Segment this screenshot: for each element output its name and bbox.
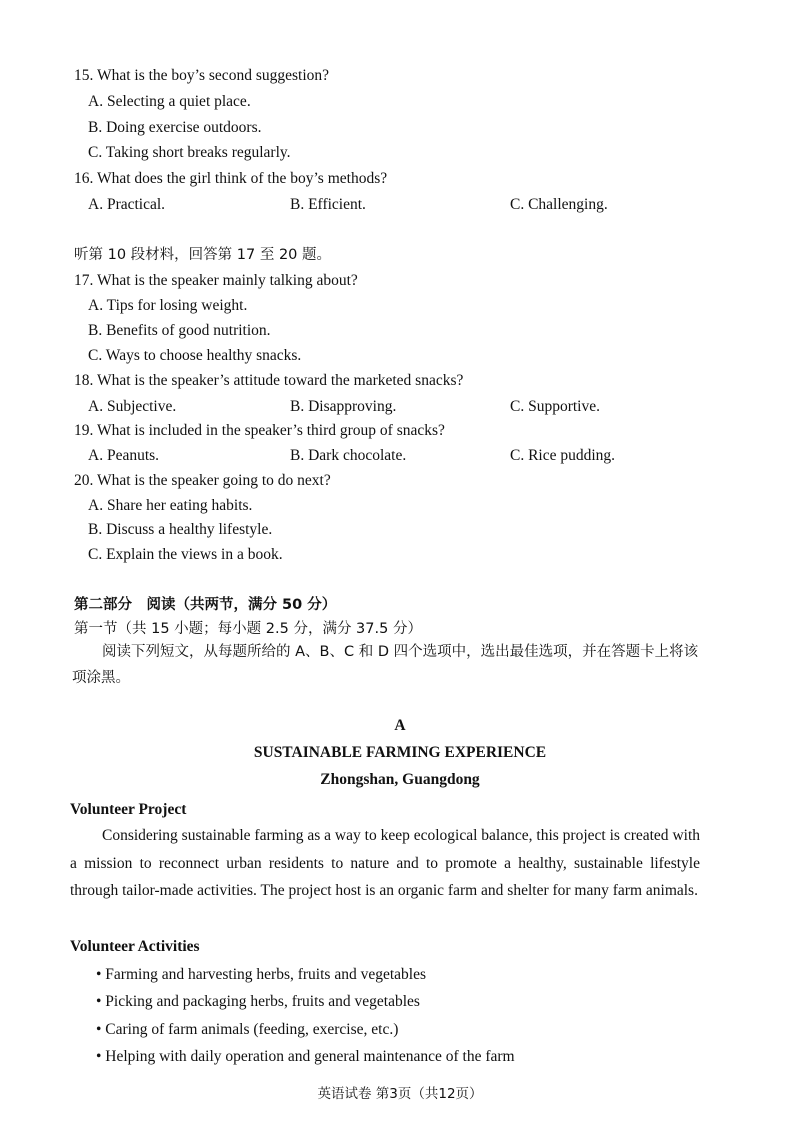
question-15: 15. What is the boy’s second suggestion? [74, 67, 330, 84]
page-footer: 英语试卷 第3页（共12页） [317, 1086, 483, 1102]
activity-item: • Caring of farm animals (feeding, exercise, etc.) [96, 1021, 399, 1038]
part2-instruction: 阅读下列短文，从每题所给的 A、B、C 和 D 四个选项中，选出最佳选项，并在答题卡上将该项涂黑。 [72, 644, 699, 686]
q18-option-c: C. Supportive. [510, 398, 600, 415]
project-paragraph: Considering sustainable farming as a way to keep ecological balance, this project is created with a mission to reconnect urban residents to nature and to promote a healthy, sustainable lifestyle through tailor-made activities. The project host is an organic farm and shelter for many farm animals. [70, 827, 700, 899]
q16-option-c: C. Challenging. [510, 196, 608, 213]
activities-heading: Volunteer Activities [70, 938, 200, 955]
q18-option-a: A. Subjective. [88, 398, 177, 415]
passage-location: Zhongshan, Guangdong [320, 771, 480, 788]
question-17: 17. What is the speaker mainly talking about? [74, 272, 358, 289]
question-18: 18. What is the speaker’s attitude toward the marketed snacks? [74, 372, 464, 389]
question-20: 20. What is the speaker going to do next? [74, 472, 331, 489]
part2-heading: 第二部分 阅读（共两节，满分 50 分） [74, 597, 337, 613]
activity-item: • Helping with daily operation and general maintenance of the farm [96, 1048, 515, 1065]
q16-option-a: A. Practical. [88, 196, 166, 213]
project-heading: Volunteer Project [70, 801, 187, 818]
passage-letter: A [394, 717, 406, 734]
q17-option-c: C. Ways to choose healthy snacks. [88, 347, 302, 364]
part2-section1: 第一节（共 15 小题；每小题 2.5 分，满分 37.5 分） [74, 621, 422, 637]
question-19: 19. What is included in the speaker’s third group of snacks? [74, 422, 445, 439]
q20-option-c: C. Explain the views in a book. [88, 546, 283, 563]
q19-option-c: C. Rice pudding. [510, 447, 616, 464]
q16-option-b: B. Efficient. [290, 196, 366, 213]
activity-item: • Picking and packaging herbs, fruits and vegetables [96, 993, 420, 1010]
q17-option-b: B. Benefits of good nutrition. [88, 322, 271, 339]
q15-option-a: A. Selecting a quiet place. [88, 93, 251, 110]
q15-option-c: C. Taking short breaks regularly. [88, 144, 291, 161]
q15-option-b: B. Doing exercise outdoors. [88, 119, 262, 136]
question-16: 16. What does the girl think of the boy’s methods? [74, 170, 388, 187]
activity-item: • Farming and harvesting herbs, fruits and vegetables [96, 966, 426, 983]
section-10-instruction: 听第 10 段材料，回答第 17 至 20 题。 [74, 247, 332, 263]
q19-option-b: B. Dark chocolate. [290, 447, 407, 464]
q20-option-a: A. Share her eating habits. [88, 497, 253, 514]
passage-title: SUSTAINABLE FARMING EXPERIENCE [253, 744, 547, 761]
q20-option-b: B. Discuss a healthy lifestyle. [88, 521, 273, 538]
q17-option-a: A. Tips for losing weight. [88, 297, 248, 314]
q18-option-b: B. Disapproving. [290, 398, 397, 415]
q19-option-a: A. Peanuts. [88, 447, 160, 464]
